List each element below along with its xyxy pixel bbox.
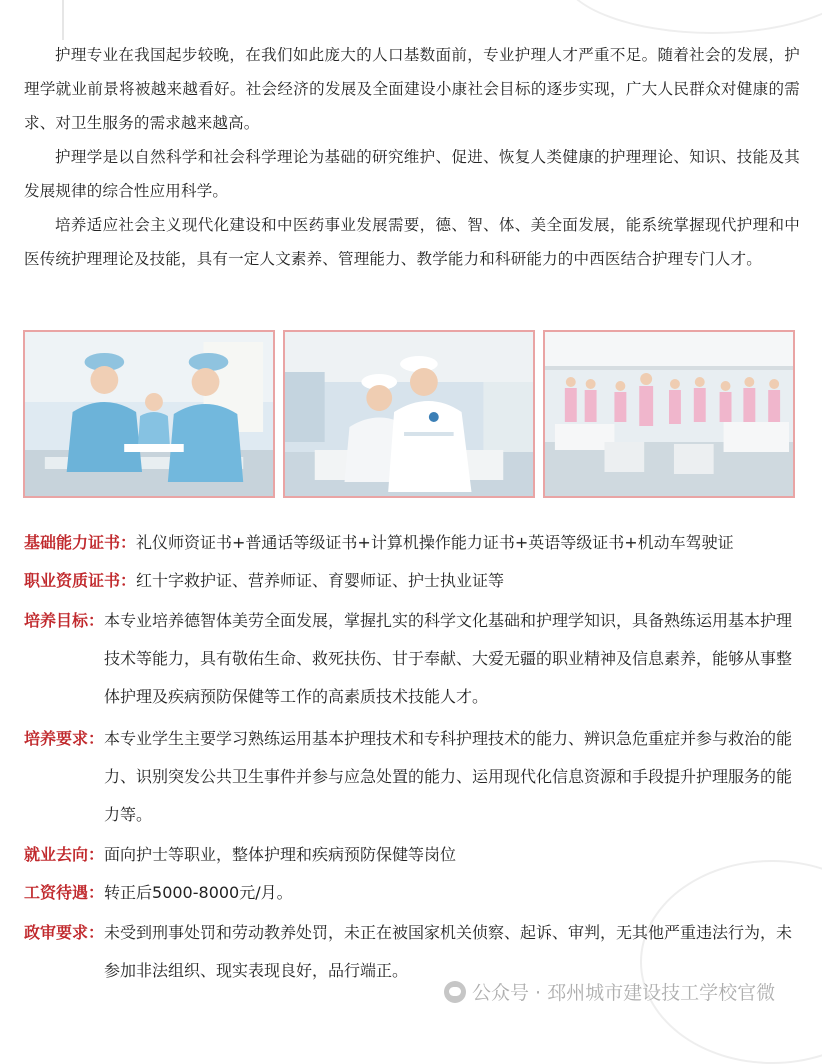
detail-label: 就业去向： bbox=[24, 845, 105, 864]
detail-value: 面向护士等职业，整体护理和疾病预防保健等岗位 bbox=[104, 845, 457, 864]
intro-paragraph: 护理专业在我国起步较晚，在我们如此庞大的人口基数面前，专业护理人才严重不足。随着社会的发展，护理学就业前景将被越来越看好。社会经济的发展及全面建设小康社会目标的逐步实现，广大人民群众对健康的需求、对卫生服务的需求越来越高。 bbox=[24, 46, 800, 132]
detail-value: 红十字救护证、营养师证、育婴师证、护士执业证等 bbox=[136, 571, 505, 590]
detail-row-basic-certificates bbox=[24, 526, 804, 560]
detail-row-salary bbox=[24, 876, 804, 910]
program-details bbox=[24, 526, 804, 990]
decorative-arc-top bbox=[560, 0, 822, 34]
detail-label: 培养目标： bbox=[24, 611, 105, 630]
detail-value: 转正后5000-8000元/月。 bbox=[104, 883, 293, 902]
detail-value: 本专业培养德智体美劳全面发展，掌握扎实的科学文化基础和护理学知识，具备熟练运用基本护理技术等能力，具有敬佑生命、救死扶伤、甘于奉献、大爱无疆的职业精神及信息素养，能够从事整体护理及疾病预防保健等工作的高素质技术技能人才。 bbox=[104, 611, 793, 706]
detail-row-training-requirements bbox=[24, 720, 804, 834]
wechat-icon bbox=[444, 981, 466, 1003]
detail-value: 未受到刑事处罚和劳动教养处罚，未正在被国家机关侦察、起诉、审判，无其他严重违法行为，未参加非法组织、现实表现良好，品行端正。 bbox=[104, 923, 793, 980]
detail-row-employment bbox=[24, 838, 804, 872]
detail-label: 基础能力证书： bbox=[24, 533, 137, 552]
detail-label: 培养要求： bbox=[24, 729, 105, 748]
watermark bbox=[444, 978, 775, 1005]
watermark-text: 公众号 · 邳州城市建设技工学校官微 bbox=[472, 982, 776, 1004]
nurse-instructor-photo bbox=[283, 330, 535, 498]
intro-paragraph: 护理学是以自然科学和社会科学理论为基础的研究维护、促进、恢复人类健康的护理理论、知识、技能及其发展规律的综合性应用科学。 bbox=[24, 148, 800, 200]
nurse-students-photo bbox=[23, 330, 275, 498]
detail-label: 职业资质证书： bbox=[24, 571, 137, 590]
detail-row-training-goal bbox=[24, 602, 804, 716]
detail-value: 礼仪师资证书+普通话等级证书+计算机操作能力证书+英语等级证书+机动车驾驶证 bbox=[136, 533, 734, 552]
detail-label: 工资待遇： bbox=[24, 883, 105, 902]
detail-value: 本专业学生主要学习熟练运用基本护理技术和专科护理技术的能力、辨识急危重症并参与救治的能力、识别突发公共卫生事件并参与应急处置的能力、运用现代化信息资源和手段提升护理服务的能力等。 bbox=[104, 729, 793, 824]
intro-paragraph: 培养适应社会主义现代化建设和中医药事业发展需要，德、智、体、美全面发展，能系统掌握现代护理和中医传统护理理论及技能，具有一定人文素养、管理能力、教学能力和科研能力的中西医结合护理专门人才。 bbox=[24, 216, 800, 268]
photo-row bbox=[23, 330, 795, 498]
decorative-line bbox=[62, 0, 64, 40]
detail-row-qualification-certificates bbox=[24, 564, 804, 598]
intro-section bbox=[24, 38, 800, 276]
training-ward-photo bbox=[543, 330, 795, 498]
detail-label: 政审要求： bbox=[24, 923, 105, 942]
